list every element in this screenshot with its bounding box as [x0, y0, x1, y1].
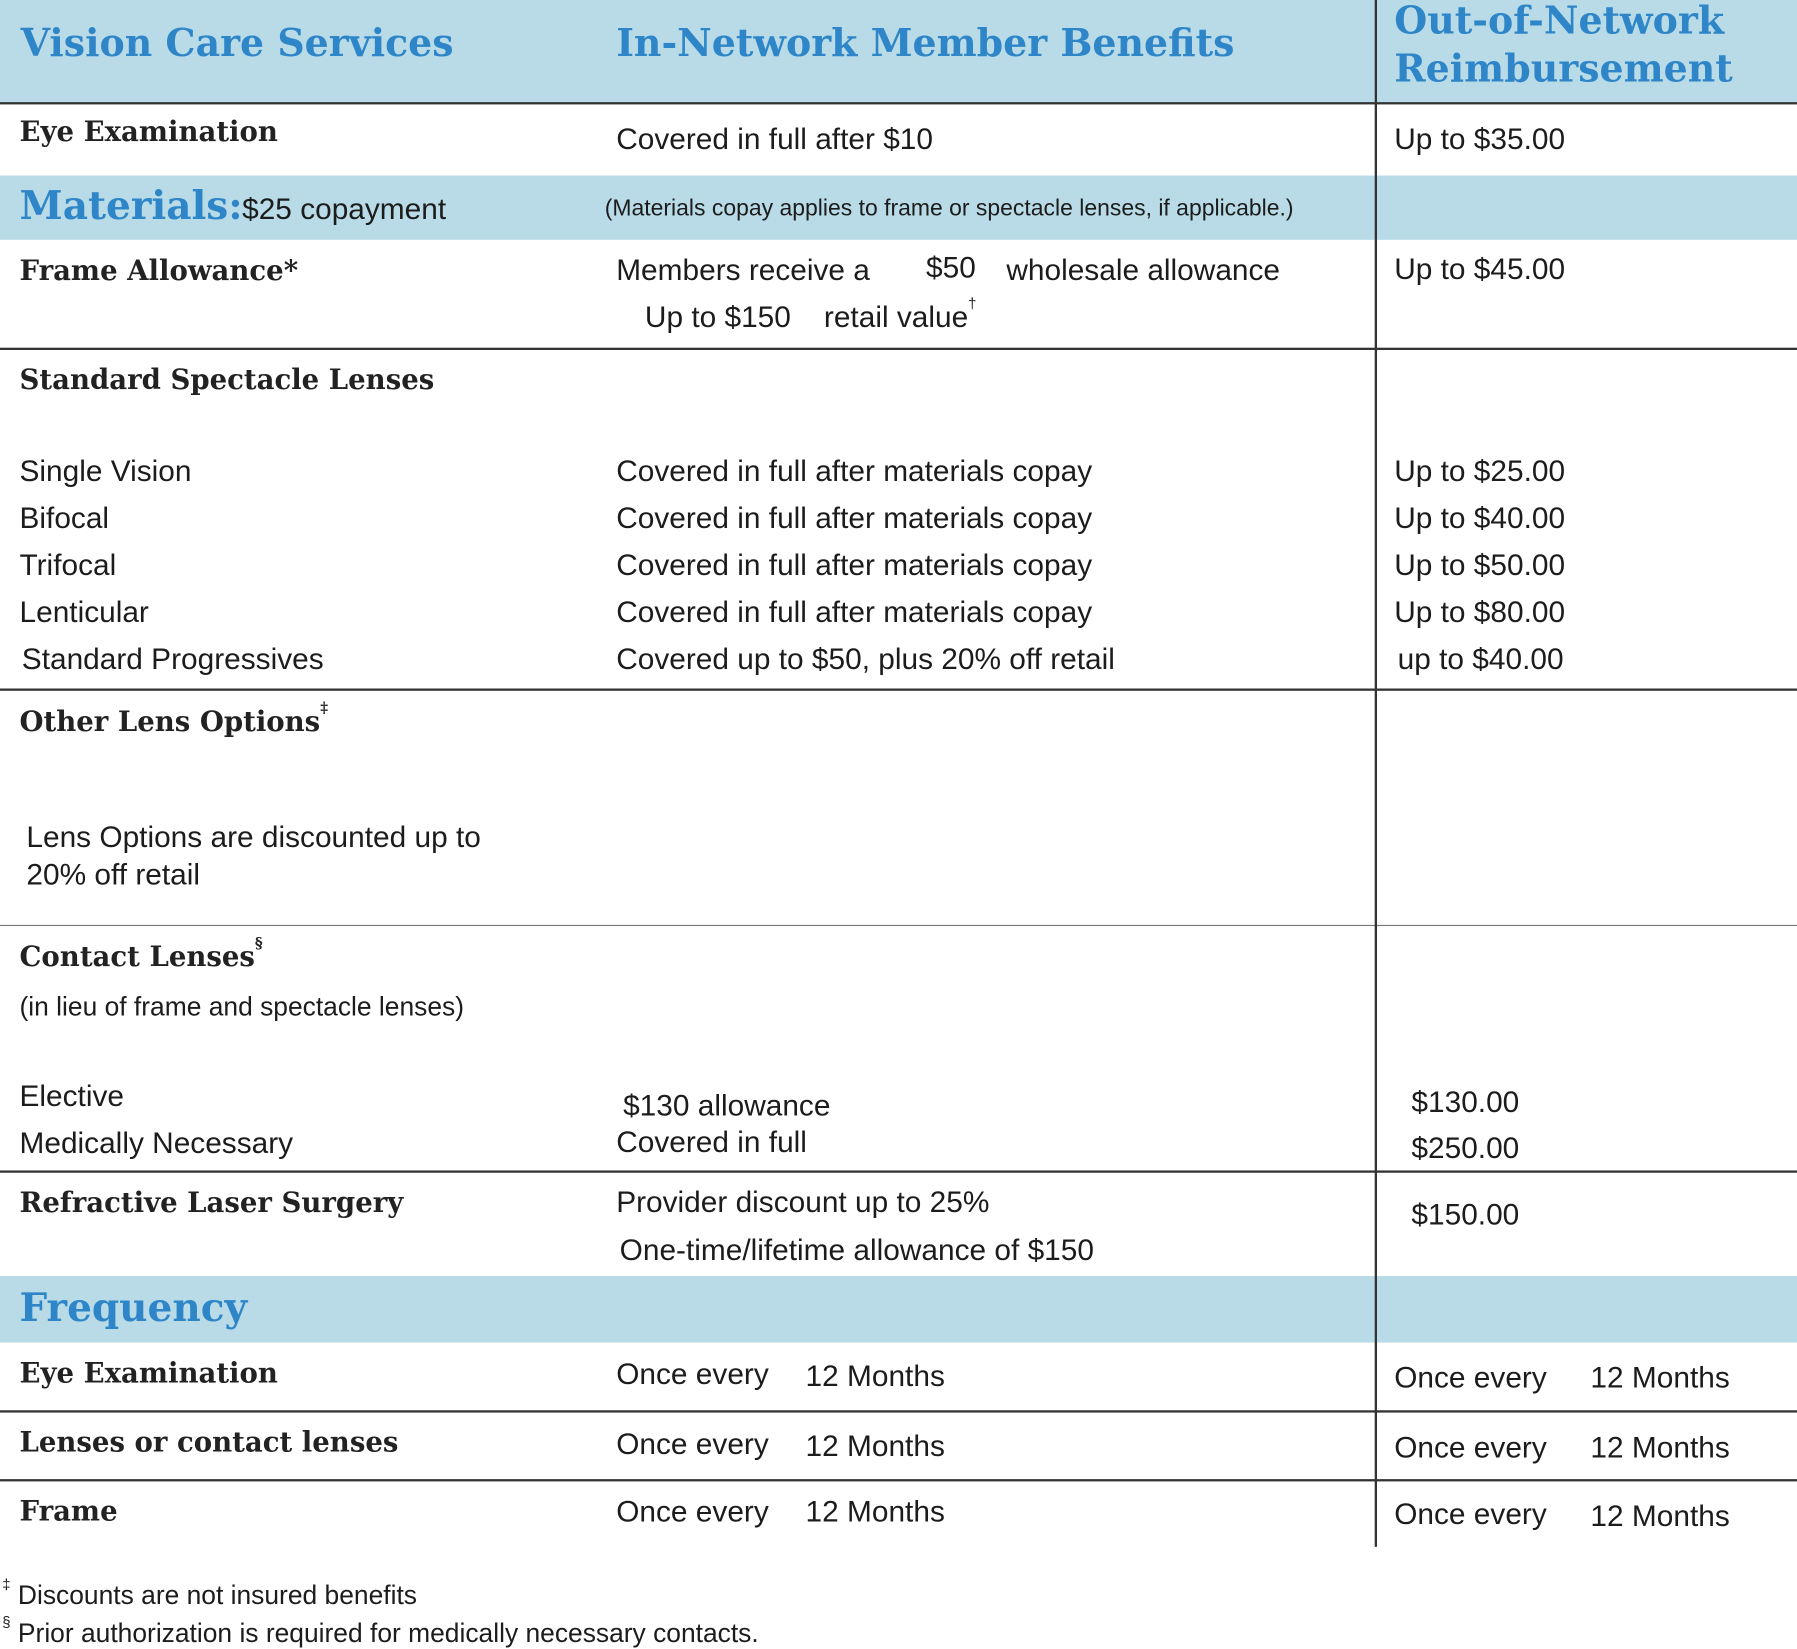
contacts-elective-in-network: $130 allowance — [623, 1087, 831, 1123]
divider — [0, 1170, 1797, 1172]
eye-exam-label: Eye Examination — [19, 114, 278, 149]
frame-allowance-retail-amount: Up to $150 — [644, 299, 791, 334]
footnote-discounts-text: Discounts are not insured benefits — [17, 1580, 417, 1610]
footnote-prior-authorization — [2, 1613, 759, 1649]
dagger-mark: † — [968, 294, 977, 313]
divider — [0, 1479, 1797, 1481]
freq-lenses-in-a: Once every — [616, 1426, 769, 1461]
freq-frame-out-b: 12 Months — [1590, 1498, 1730, 1534]
laser-out-network: $150.00 — [1411, 1196, 1520, 1232]
footnote-prior-authorization-text: Prior authorization is required for medically necessary contacts. — [17, 1617, 759, 1648]
freq-eye-exam-in-b: 12 Months — [805, 1358, 945, 1394]
eye-exam-out-network: Up to $35.00 — [1394, 121, 1566, 157]
lens-label-progressives: Standard Progressives — [21, 641, 324, 676]
header-in-network: In-Network Member Benefits — [616, 20, 1235, 66]
freq-frame-label: Frame — [19, 1494, 118, 1528]
lens-label-lenticular: Lenticular — [19, 594, 149, 629]
column-divider — [1375, 0, 1377, 1547]
contacts-elective-out-network: $130.00 — [1411, 1084, 1520, 1119]
divider — [0, 689, 1797, 691]
freq-frame-in-a: Once every — [616, 1494, 769, 1529]
freq-lenses-label: Lenses or contact lenses — [19, 1425, 399, 1459]
double-dagger-mark: ‡ — [2, 1575, 11, 1593]
lens-in-network-single-vision: Covered in full after materials copay — [616, 453, 1093, 488]
laser-in-network-line1: Provider discount up to 25% — [616, 1184, 990, 1219]
other-lens-heading — [19, 699, 329, 738]
header-out-network-line1: Out-of-Network — [1394, 0, 1725, 43]
lens-in-network-lenticular: Covered in full after materials copay — [616, 594, 1093, 629]
frame-allowance-line1-c: wholesale allowance — [1006, 252, 1281, 287]
divider — [0, 348, 1797, 350]
lens-label-trifocal: Trifocal — [19, 547, 117, 582]
lens-out-network-single-vision: Up to $25.00 — [1394, 453, 1566, 488]
frame-allowance-retail-text: retail value — [823, 299, 969, 334]
freq-lenses-out-a: Once every — [1394, 1429, 1547, 1465]
freq-frame-out-a: Once every — [1394, 1496, 1547, 1531]
freq-eye-exam-out-a: Once every — [1394, 1359, 1547, 1395]
contacts-heading — [19, 935, 263, 974]
lens-in-network-trifocal: Covered in full after materials copay — [616, 547, 1093, 582]
contacts-medical-label: Medically Necessary — [19, 1125, 294, 1161]
materials-copay: $25 copayment — [242, 191, 447, 227]
eye-exam-in-network: Covered in full after $10 — [616, 121, 933, 157]
lens-label-single-vision: Single Vision — [19, 453, 192, 488]
freq-eye-exam-out-b: 12 Months — [1590, 1359, 1730, 1395]
lens-out-network-progressives: up to $40.00 — [1397, 641, 1564, 676]
laser-in-network-line2: One-time/lifetime allowance of $150 — [619, 1232, 1094, 1267]
lens-out-network-trifocal: Up to $50.00 — [1394, 547, 1566, 582]
freq-frame-in-b: 12 Months — [805, 1494, 945, 1529]
lens-label-bifocal: Bifocal — [19, 500, 110, 535]
lens-in-network-progressives: Covered up to $50, plus 20% off retail — [616, 641, 1115, 676]
materials-note: (Materials copay applies to frame or spectacle lenses, if applicable.) — [604, 196, 1294, 222]
section-mark: § — [2, 1613, 11, 1631]
laser-label: Refractive Laser Surgery — [19, 1185, 404, 1219]
divider — [0, 925, 1797, 926]
frame-allowance-label: Frame Allowance* — [19, 253, 299, 287]
header-vision-care-services: Vision Care Services — [20, 20, 454, 66]
freq-eye-exam-label: Eye Examination — [19, 1356, 278, 1390]
header-out-network-line2: Reimbursement — [1394, 45, 1733, 91]
divider — [0, 1410, 1797, 1412]
contacts-medical-in-network: Covered in full — [616, 1124, 807, 1159]
freq-lenses-in-b: 12 Months — [805, 1428, 945, 1464]
other-lens-text-line2: 20% off retail — [26, 857, 200, 892]
standard-lenses-heading: Standard Spectacle Lenses — [19, 362, 435, 396]
frequency-band — [0, 1276, 1797, 1343]
divider — [0, 102, 1797, 104]
lens-out-network-bifocal: Up to $40.00 — [1394, 500, 1566, 535]
footnote-discounts — [2, 1575, 417, 1611]
other-lens-text-line1: Lens Options are discounted up to — [26, 819, 481, 854]
contacts-heading-text: Contact Lenses — [19, 939, 255, 974]
frame-allowance-line1-a: Members receive a — [616, 252, 870, 287]
freq-lenses-out-b: 12 Months — [1590, 1429, 1730, 1465]
frame-allowance-wholesale-amount: $50 — [926, 250, 976, 285]
contacts-subheading: (in lieu of frame and spectacle lenses) — [19, 991, 465, 1022]
other-lens-heading-text: Other Lens Options — [19, 704, 321, 738]
frame-allowance-out-network: Up to $45.00 — [1394, 251, 1566, 286]
contacts-medical-out-network: $250.00 — [1411, 1130, 1520, 1165]
freq-eye-exam-in-a: Once every — [616, 1356, 769, 1391]
materials-label: Materials: — [19, 183, 243, 230]
frequency-heading: Frequency — [19, 1285, 248, 1332]
contacts-elective-label: Elective — [19, 1078, 124, 1114]
lens-out-network-lenticular: Up to $80.00 — [1394, 594, 1566, 629]
frame-allowance-line2 — [823, 294, 977, 335]
section-mark: § — [254, 935, 263, 953]
lens-in-network-bifocal: Covered in full after materials copay — [616, 500, 1093, 535]
double-dagger-mark: ‡ — [320, 699, 329, 718]
